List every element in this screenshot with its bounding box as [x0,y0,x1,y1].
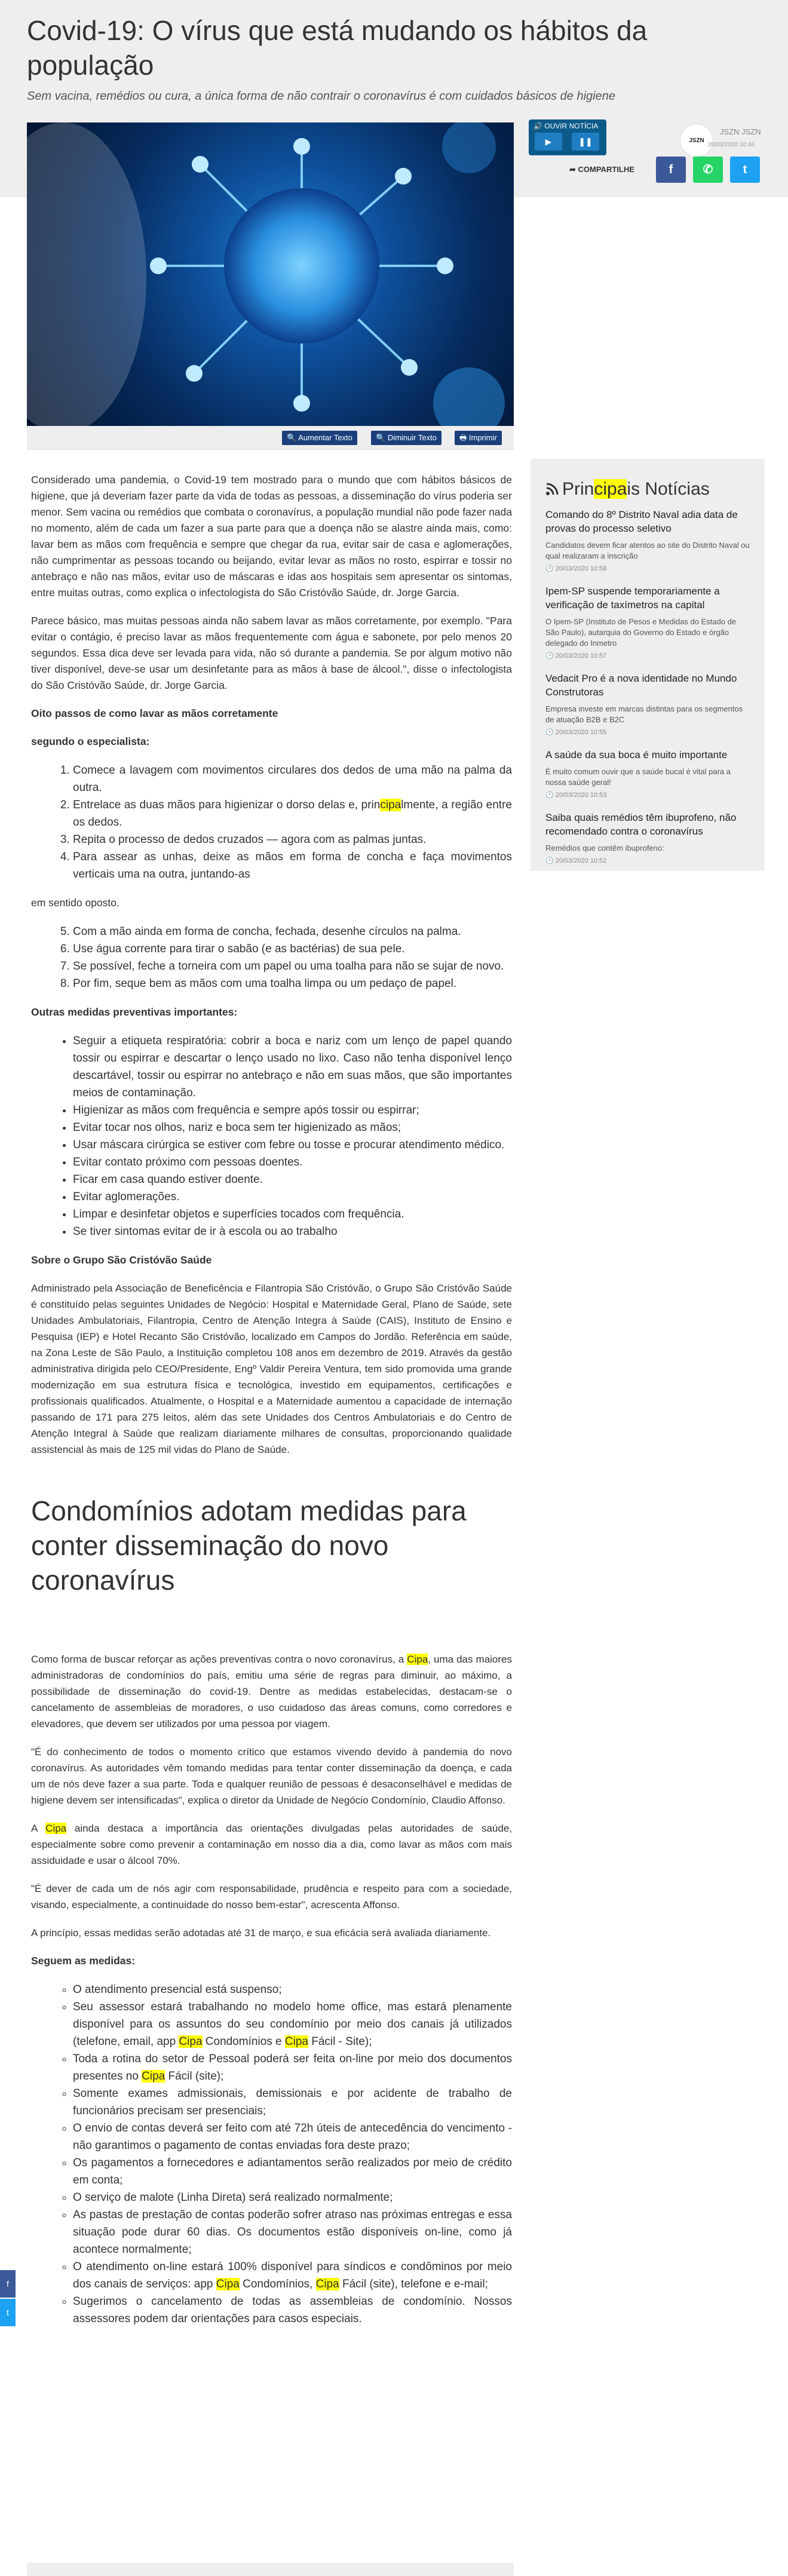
hand-wash-steps-list-cont [31,923,512,992]
news-summary: Empresa investe em marcas distintas para os segmentos de atuação B2B e B2C [545,704,743,724]
about-paragraph: Administrado pela Associação de Beneficência e Filantropia São Cristóvão, o Grupo São Cristóvão Saúde é constituído pelas seguintes Unidades de Negócio: Hospital e Maternidade Geral, Plano de Saúde, sete Unidades Ambulatoriais, Filantropia, Centro de Atenção Integra à Saúde (CAIS), Instituto de Ensino e Pesquisa (IEP) e Hotel Recanto São Cristóvão, localizado em Campos do Jordão. Referência em saúde, na Zona Leste de São Paulo, a Instituição completou 108 anos em dezembro de 2019. Através da gestão administrativa dirigida pelo CEO/Presidente, Engº Valdir Pereira Ventura, tem sido promovida uma grande modernização em sua estrutura física e tecnológica, investido em equipamentos, certificações e profissionais qualificados. Atualmente, o Hospital e a Maternidade aumentou a capacidade de internação passando de 171 para 275 leitos, além das sete Unidades dos Centros Ambulatoriais e do Centro de Atenção Integral à Saúde que realizam diariamente milhares de consultas, proporcionando qualidade assistencial às mais de 125 mil vidas do Plano de Saúde. [31,1283,512,1455]
sidebar-main-news [531,459,765,871]
list-item: ◦ O serviço de malote (Linha Direta) será realizado normalmente; [73,2189,512,2206]
highlight: Cipa [315,2278,339,2290]
decrease-text-button[interactable]: 🔍 Diminuir Texto [371,431,441,445]
pause-button[interactable]: ❚❚ [572,133,599,151]
news-headline[interactable]: Vedacit Pro é a nova identidade no Mundo Construtoras [545,673,737,698]
audio-player [529,119,606,155]
list-item [73,1998,512,2050]
news-date: 🕑 20/03/2020 10:57 [545,652,607,660]
news-item[interactable] [545,671,750,736]
prevention-heading: Outras medidas preventivas importantes: [31,1006,238,1018]
measures-list [31,1981,512,2327]
text: O atendimento on-line estará 100% disponível para síndicos e condôminos por meio dos canais de serviços: app [73,2261,512,2290]
list-item: • Seguir a etiqueta respiratória: cobrir a boca e nariz com um lenço de papel quando tossir ou espirrar e descartar o lenço usado no lixo. Caso não tenha disponível lenço descartável, tossir ou espirrar no antebraço e não em suas mãos, que são importantes meios de contaminação. [73,1032,512,1102]
news-item[interactable] [545,508,750,572]
news-headline[interactable]: Comando do 8º Distrito Naval adia data de provas do processo seletivo [545,509,738,534]
news-headline[interactable]: A saúde da sua boca é muito importante [545,749,728,760]
list-item: • Higienizar as mãos com frequência e sempre após tossir ou espirrar; [73,1102,512,1119]
news-date-text: 20/03/2020 10:57 [555,652,607,660]
list-item: 4. Para assear as unhas, deixe as mãos em forma de concha e faça movimentos verticais uma na outra, juntando-as [73,848,512,883]
news-headline[interactable]: Saiba quais remédios têm ibuprofeno, não recomendado contra o coronavírus [545,812,737,837]
share-label-text: COMPARTILHE [578,165,634,174]
list-item [73,2258,512,2293]
list-item [73,796,512,831]
article-paragraph: "É do conhecimento de todos o momento crítico que estamos vivendo devido à pandemia do novo coronavírus. As autoridades vêm tomando medidas para tentar conter disseminação da doença, e cada um de nós deve fazer a sua parte. Toda e qualquer reunião de pessoas é desaconselhável e medidas de higiene devem ser intensificadas", explica o diretor da Unidade de Negócio Condomínio, Claudio Affonso. [31,1746,512,1806]
article-body [31,472,512,2339]
news-item[interactable] [545,811,750,864]
highlight: cipa [380,799,401,811]
text: Seu assessor estará trabalhando no modelo home office, mas estará plenamente disponível para os assuntos do seu condomínio por meio dos canais já utilizados (telefone, email, app [73,2001,512,2048]
steps-heading: Oito passos de como lavar as mãos corretamente [31,707,278,719]
page-title: Covid-19: O vírus que está mudando os hábitos da população [27,15,648,81]
prevention-list [31,1032,512,1240]
share-label: ➦ COMPARTILHE [569,165,634,174]
decrease-text-label: Diminuir Texto [387,433,437,442]
news-item[interactable] [545,584,750,660]
audio-label: 🔊 OUVIR NOTÍCIA [533,122,599,130]
list-item: 3. Repita o processo de dedos cruzados — agora com as palmas juntas. [73,831,512,848]
news-date-text: 20/03/2020 10:58 [555,565,607,572]
article-paragraph [31,1651,512,1732]
hero-image-virus [27,122,514,426]
text: A [31,1823,46,1834]
news-date-text: 20/03/2020 10:55 [555,729,607,736]
news-date: 🕑 20/03/2020 10:58 [545,565,607,572]
list-item [73,2050,512,2085]
whatsapp-share-button[interactable]: ✆ [693,157,723,183]
list-item: • Evitar aglomerações. [73,1188,512,1206]
hand-wash-steps-list [31,762,512,883]
list-item: ◦ Somente exames admissionais, demissionais e por acidente de trabalho de funcionários precisam ser presenciais; [73,2085,512,2120]
text: ainda destaca a importância das orientações divulgadas pelas autoridades de saúde, especialmente sobre como prevenir a contaminação em nosso dia a dia, como lavar as mãos com mais assiduidade e usar o álcool 70%. [31,1823,513,1866]
news-item[interactable] [545,748,750,799]
text: Como forma de buscar reforçar as ações preventivas contra o novo coronavírus, a [31,1654,407,1665]
page-subtitle: Sem vacina, remédios ou cura, a única forma de não contrair o coronavírus é com cuidados básicos de higiene [27,90,615,103]
rss-icon [545,483,559,496]
sidebar-title-highlight: cipa [594,479,627,499]
article-paragraph: Considerado uma pandemia, o Covid-19 tem mostrado para o mundo que com hábitos básicos de higiene, que já deveriam fazer parte da vida de todas as pessoas, a disseminação do vírus poderia ser menor. Sem vacina ou remédios que combata o coronavírus, a população mundial não pode fazer nada no momento, além de cada um fazer a sua parte para que a doença não se alastre ainda mais, como: lavar bem as mãos com frequência e sempre que chegar da rua, evitar sair de casa e aglomerações, não cumprimentar as pessoas tocando ou beijando, evitar levar as mãos no rosto, espirrar e tossir no antebraço e não nas mãos, evitar uso de máscaras e idas aos hospitais sem apresentar os sintomas, entre muitas outras, como explica o infectologista do São Cristóvão Saúde, dr. Jorge Garcia. [31,474,512,599]
text: Fácil (site); [165,2070,224,2083]
audio-label-text: OUVIR NOTÍCIA [544,122,599,130]
floating-facebook-button[interactable]: f [0,2270,16,2298]
list-item: ◦ O envio de contas deverá ser feito com até 72h úteis de antecedência do vencimento - não garantimos o pagamento de contas enviadas fora deste prazo; [73,2120,512,2154]
list-item: • Evitar contato próximo com pessoas doentes. [73,1154,512,1171]
list-item: 5. Com a mão ainda em forma de concha, fechada, desenhe círculos na palma. [73,923,512,940]
list-item: • Evitar tocar nos olhos, nariz e boca sem ter higienizado as mãos; [73,1119,512,1136]
twitter-share-button[interactable]: t [730,157,760,183]
sidebar-title-part: Prin [562,479,594,499]
list-item: 7. Se possível, feche a torneira com um papel ou uma toalha para não se sujar de novo. [73,958,512,975]
news-date: 🕑 20/03/2020 10:53 [545,792,607,799]
text: , uma das maiores administradoras de condomínios do país, emitiu uma série de regras para diminuir, ao máximo, a possibilidade de disseminação do covid-19. Dentre as medidas estabelecidas, destacam-se o cancelamento de assembleias de moradores, o uso cuidadoso das áreas comuns, como corredores e elevadores, que devem ser utilizados por uma pessoa por viagem. [31,1654,512,1729]
list-item-text: Entrelace as duas mãos para higienizar o dorso delas e, prin [73,799,381,811]
list-item: 8. Por fim, seque bem as mãos com uma toalha limpa ou um pedaço de papel. [73,975,512,992]
article-paragraph: "É dever de cada um de nós agir com responsabilidade, prudência e respeito para com a sociedade, visando, especialmente, a continuidade do nosso bem-estar", acrescenta Affonso. [31,1883,512,1910]
highlight: Cipa [407,1654,428,1665]
text: Condomínios, [239,2278,316,2290]
news-date: 🕑 20/03/2020 10:55 [545,729,607,736]
news-summary: Remédios que contêm ibuprofeno: [545,844,664,852]
text: Fácil - Site); [308,2035,372,2048]
highlight: Cipa [284,2035,308,2048]
list-item: ◦ As pastas de prestação de contas poderão sofrer atraso nas próximas entregas e essa situação pode durar 60 dias. Os documentos estão disponíveis on-line, como já acontece normalmente; [73,2206,512,2258]
steps-subheading: segundo o especialista: [31,735,150,747]
news-date: 🕑 20/03/2020 10:52 [545,857,607,864]
print-label: Imprimir [468,433,497,442]
floating-twitter-button[interactable]: t [0,2299,16,2326]
list-item: 6. Use água corrente para tirar o sabão (e as bactérias) de sua pele. [73,940,512,958]
list-item: • Ficar em casa quando estiver doente. [73,1171,512,1188]
list-item: 1. Comece a lavagem com movimentos circulares dos dedos de uma mão na palma da outra. [73,762,512,796]
publish-date: 20/03/2020 10:46 [708,142,755,148]
sidebar-title [545,479,750,499]
author-name: JSZN JSZN [720,127,761,136]
list-item: ◦ O atendimento presencial está suspenso; [73,1981,512,1998]
author-logo: JSZN [680,124,713,157]
news-summary: É muito comum ouvir que a saúde bucal é vital para a nossa saúde geral! [545,767,731,787]
news-headline[interactable]: Ipem-SP suspende temporariamente a verificação de taxímetros na capital [545,585,720,611]
sidebar-title-part: is Notícias [627,479,710,499]
list-item: ◦ Sugerimos o cancelamento de todas as assembleias de condomínio. Nossos assessores podem dar orientações para casos especiais. [73,2293,512,2327]
news-date-text: 20/03/2020 10:53 [555,792,607,799]
list-item: • Se tiver sintomas evitar de ir à escola ou ao trabalho [73,1223,512,1240]
list-item-text: lmente, a região entre os dedos. [73,799,512,829]
facebook-share-button[interactable]: f [656,157,686,183]
highlight: Cipa [179,2035,203,2048]
text: Fácil (site), telefone e e-mail; [339,2278,488,2290]
article-paragraph: Parece básico, mas muitas pessoas ainda não sabem lavar as mãos corretamente, por exemplo. "Para evitar o contágio, é preciso lavar as mãos frequentemente com água e sabonete, por pelo menos 20 segundos. Essa dica deve ser levada para vida, não só durante a pandemia. Se por algum motivo não tiver disponível, deve-se usar um desinfetante para as mãos à base de álcool.", disse o infectologista do São Cristóvão Saúde, dr. Jorge Garcia. [31,615,512,691]
news-summary: O Ipem-SP (Instituto de Pesos e Medidas do Estado de São Paulo), autarquia do Governo do Estado e órgão delegado do Inmetro [545,617,737,648]
text: Toda a rotina do setor de Pessoal poderá ser feita on-line por meio dos documentos presentes no [73,2053,512,2083]
article-paragraph: em sentido oposto. [31,897,119,909]
print-button[interactable]: 🖶 Imprimir [455,431,502,445]
increase-text-button[interactable]: 🔍 Aumentar Texto [282,431,357,445]
play-button[interactable]: ▶ [535,133,562,151]
article-paragraph [31,1820,512,1869]
news-summary: Candidatos devem ficar atentos ao site do Distrito Naval ou qual realizaram a inscrição [545,541,750,560]
image-toolbar [27,426,514,450]
article-paragraph: A princípio, essas medidas serão adotadas até 31 de março, e sua eficácia será avaliada diariamente. [31,1927,491,1939]
list-item: • Usar máscara cirúrgica se estiver com febre ou tosse e procurar atendimento médico. [73,1136,512,1154]
bottom-bar [27,2563,514,2576]
measures-heading: Seguem as medidas: [31,1955,136,1967]
highlight: Cipa [216,2278,240,2290]
highlight: Cipa [142,2070,165,2083]
text: Condomínios e [202,2035,285,2048]
list-item: ◦ Os pagamentos a fornecedores e adiantamentos serão realizados por meio de crédito em conta; [73,2154,512,2189]
list-item: • Limpar e desinfetar objetos e superfícies tocados com frequência. [73,1206,512,1223]
highlight: Cipa [45,1823,67,1834]
section-title: Condomínios adotam medidas para conter disseminação do novo coronavírus [31,1495,467,1596]
news-date-text: 20/03/2020 10:52 [555,857,607,864]
increase-text-label: Aumentar Texto [298,433,352,442]
about-heading: Sobre o Grupo São Cristóvão Saúde [31,1254,212,1266]
